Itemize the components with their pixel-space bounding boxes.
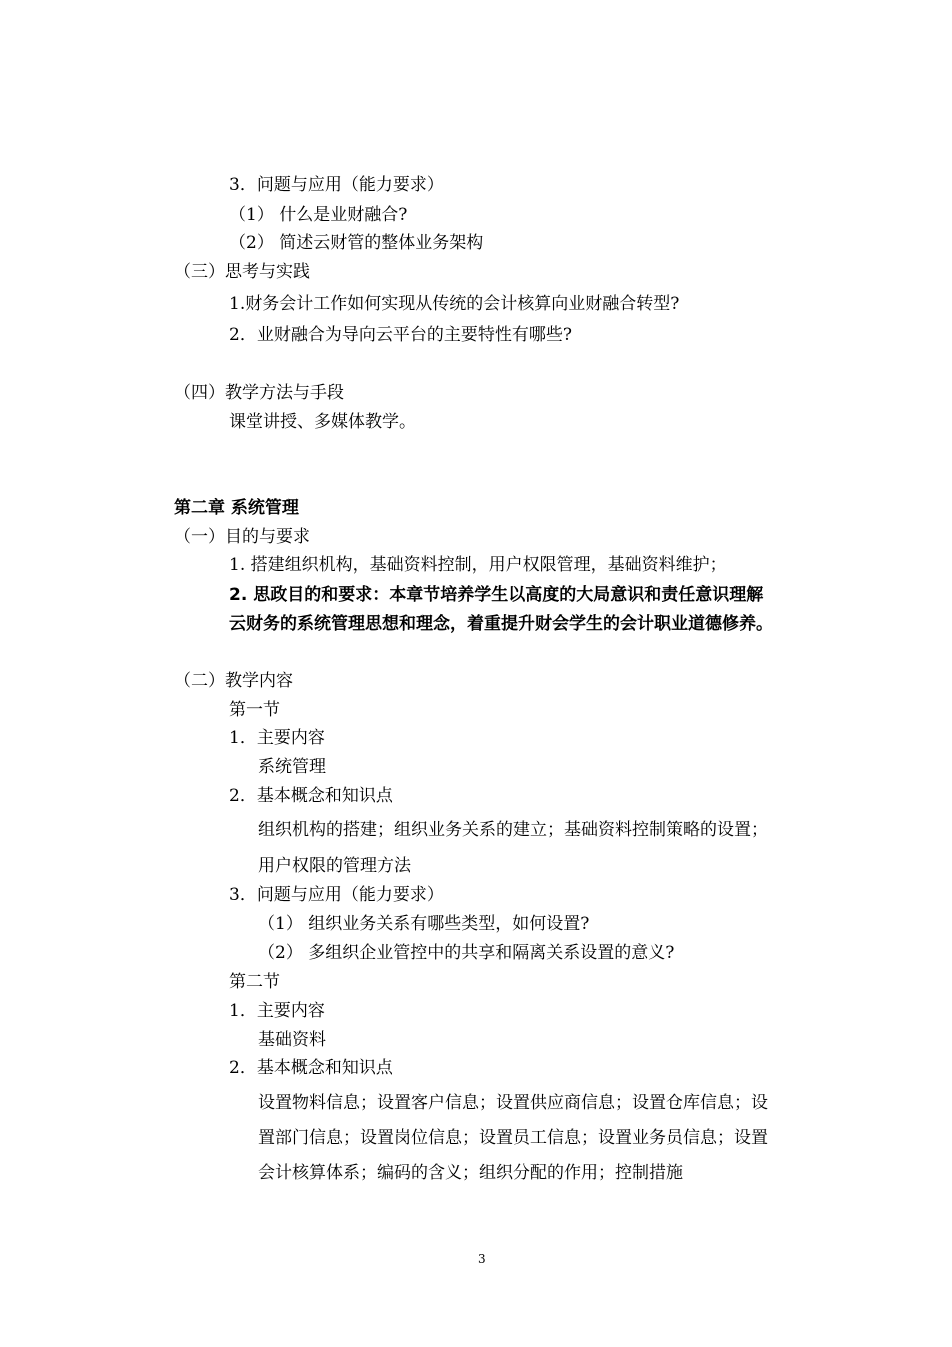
emphasis-line: 云财务的系统管理思想和理念，着重提升财会学生的会计职业道德修养。 xyxy=(229,614,773,634)
section-heading: （一）目的与要求 xyxy=(174,527,310,547)
text-line: 1．主要内容 xyxy=(229,728,325,748)
text-line: （2） 简述云财管的整体业务架构 xyxy=(229,233,484,253)
text-line: 设置物料信息；设置客户信息；设置供应商信息；设置仓库信息；设 xyxy=(258,1093,768,1113)
text-line: 1.财务会计工作如何实现从传统的会计核算向业财融合转型? xyxy=(229,294,680,314)
page-number: 3 xyxy=(478,1252,486,1266)
text-line: 组织机构的搭建；组织业务关系的建立；基础资料控制策略的设置； xyxy=(258,820,768,840)
text-line: 2．基本概念和知识点 xyxy=(229,1058,393,1078)
text-line: 用户权限的管理方法 xyxy=(258,856,411,876)
text-line: 基础资料 xyxy=(258,1030,326,1050)
text-line: （2） 多组织企业管控中的共享和隔离关系设置的意义? xyxy=(258,943,675,963)
text-line: 3．问题与应用（能力要求） xyxy=(229,885,444,905)
text-line: 1. 搭建组织机构，基础资料控制，用户权限管理，基础资料维护； xyxy=(229,555,727,575)
text-line: 课堂讲授、多媒体教学。 xyxy=(229,412,416,432)
text-line: （1） 组织业务关系有哪些类型，如何设置? xyxy=(258,914,590,934)
section-heading: （三）思考与实践 xyxy=(174,262,310,282)
subsection-heading: 第二节 xyxy=(229,972,280,992)
text-line: （1） 什么是业财融合? xyxy=(229,205,408,225)
text-line: 置部门信息；设置岗位信息；设置员工信息；设置业务员信息；设置 xyxy=(258,1128,768,1148)
text-line: 3．问题与应用（能力要求） xyxy=(229,175,444,195)
emphasis-line: 2. 思政目的和要求：本章节培养学生以高度的大局意识和责任意识理解 xyxy=(229,585,764,605)
text-line: 会计核算体系；编码的含义；组织分配的作用；控制措施 xyxy=(258,1163,683,1183)
text-line: 2．基本概念和知识点 xyxy=(229,786,393,806)
section-heading: （二）教学内容 xyxy=(174,671,293,691)
chapter-title: 第二章 系统管理 xyxy=(174,498,299,518)
section-heading: （四）教学方法与手段 xyxy=(174,383,344,403)
text-line: 系统管理 xyxy=(258,757,326,777)
text-line: 2．业财融合为导向云平台的主要特性有哪些? xyxy=(229,325,572,345)
subsection-heading: 第一节 xyxy=(229,700,280,720)
text-line: 1．主要内容 xyxy=(229,1001,325,1021)
